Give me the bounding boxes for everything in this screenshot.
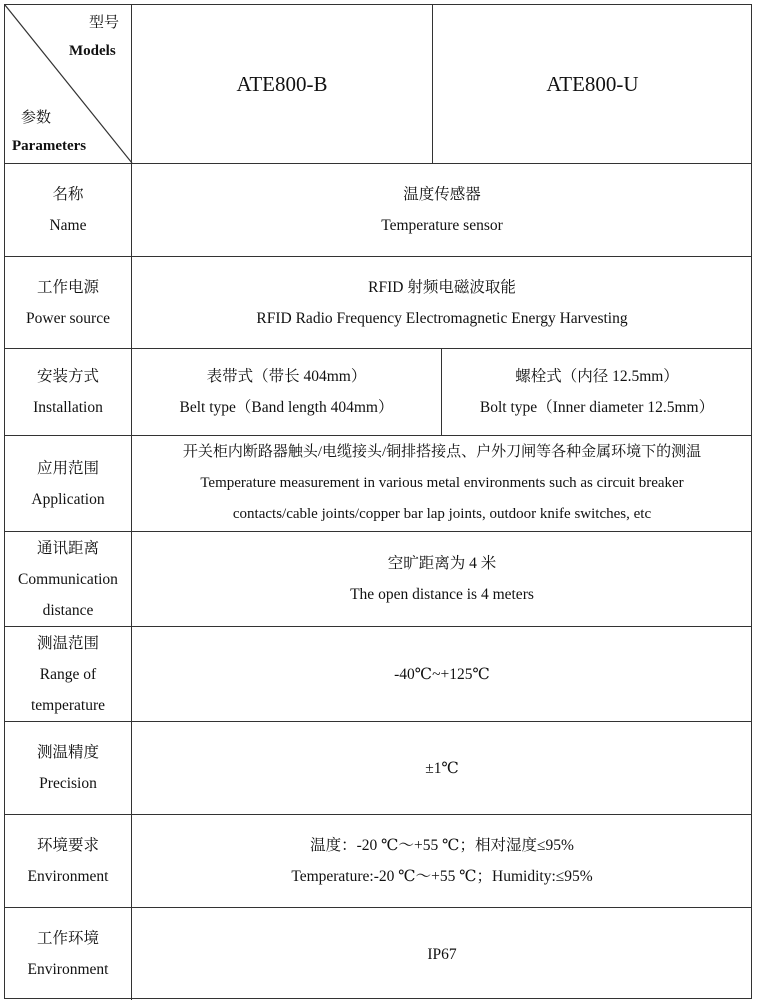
label-cn: 应用范围: [36, 459, 99, 477]
value-cn: 开关柜内断路器触头/电缆接头/铜排搭接点、户外刀闸等各种金属环境下的测温: [182, 444, 702, 460]
row-precision-label: [5, 722, 131, 814]
row-range-value: [132, 627, 752, 721]
row-communication-value: [132, 532, 752, 626]
spec-table: [4, 4, 752, 999]
value-en-line1: Temperature measurement in various metal environments such as circuit breaker: [200, 475, 684, 491]
label-en: Application: [31, 490, 105, 508]
value-en: Belt type（Band length 404mm）: [179, 399, 394, 416]
model-b: [132, 5, 432, 163]
row-communication-label: [5, 532, 131, 626]
row-work-env-label: [5, 908, 131, 1000]
label-en: Precision: [39, 775, 97, 792]
header-param-cn: 参数: [21, 110, 52, 126]
label-en: Name: [49, 217, 87, 234]
row-power-value: [132, 257, 752, 348]
value-cn: 表带式（带长 404mm）: [206, 368, 367, 385]
value-en: Temperature sensor: [381, 217, 503, 234]
label-en-line2: temperature: [30, 696, 105, 714]
header-param-en: Parameters: [12, 138, 87, 154]
row-power-label: [5, 257, 131, 348]
model-u: [433, 5, 752, 163]
value-en: Temperature:-20 ℃～+55 ℃；Humidity:≤95%: [291, 868, 593, 885]
row-range-label: [5, 627, 131, 721]
header-model-cn: 型号: [89, 15, 120, 31]
row-application-value: [132, 436, 752, 531]
value: ±1℃: [425, 759, 459, 777]
label-cn: 测温范围: [36, 634, 99, 652]
label-en-line2: distance: [42, 601, 94, 619]
label-cn: 通讯距离: [36, 539, 99, 557]
label-cn: 测温精度: [36, 744, 99, 761]
value-en: Bolt type（Inner diameter 12.5mm）: [479, 399, 715, 416]
value: -40℃~+125℃: [394, 665, 490, 683]
row-work-env-value: [132, 908, 752, 1000]
header-model-en: Models: [69, 43, 116, 59]
label-en: Power source: [26, 309, 110, 327]
value-cn: 空旷距离为 4 米: [387, 555, 497, 572]
label-cn: 工作环境: [36, 930, 99, 947]
model-u-label: ATE800-U: [546, 71, 639, 96]
row-installation-u: [442, 349, 752, 435]
value-cn: 温度：-20 ℃～+55 ℃；相对湿度≤95%: [310, 837, 574, 854]
row-application-label: [5, 436, 131, 531]
model-b-label: ATE800-B: [236, 71, 328, 96]
row-name-label: [5, 164, 131, 256]
row-environment-value: [132, 815, 752, 907]
label-en-line1: Range of: [39, 665, 97, 683]
label-en: Environment: [27, 868, 109, 885]
value-cn: RFID 射频电磁波取能: [368, 278, 516, 296]
value-cn: 螺栓式（内径 12.5mm）: [515, 368, 679, 385]
value: IP67: [427, 945, 457, 963]
label-en: Environment: [27, 961, 109, 978]
label-cn: 安装方式: [36, 368, 99, 385]
label-cn: 名称: [52, 186, 84, 203]
row-name-value: [132, 164, 752, 256]
label-en-line1: Communication: [18, 570, 118, 588]
row-precision-value: [132, 722, 752, 814]
row-environment-label: [5, 815, 131, 907]
value-en-line2: contacts/cable joints/copper bar lap joints, outdoor knife switches, etc: [232, 506, 652, 522]
label-cn: 工作电源: [36, 278, 99, 296]
value-cn: 温度传感器: [403, 186, 481, 203]
value-en: RFID Radio Frequency Electromagnetic Energy Harvesting: [256, 309, 628, 327]
label-cn: 环境要求: [36, 837, 99, 854]
value-en: The open distance is 4 meters: [350, 586, 534, 603]
row-installation-b: [132, 349, 441, 435]
row-installation-label: [5, 349, 131, 435]
label-en: Installation: [33, 399, 103, 416]
